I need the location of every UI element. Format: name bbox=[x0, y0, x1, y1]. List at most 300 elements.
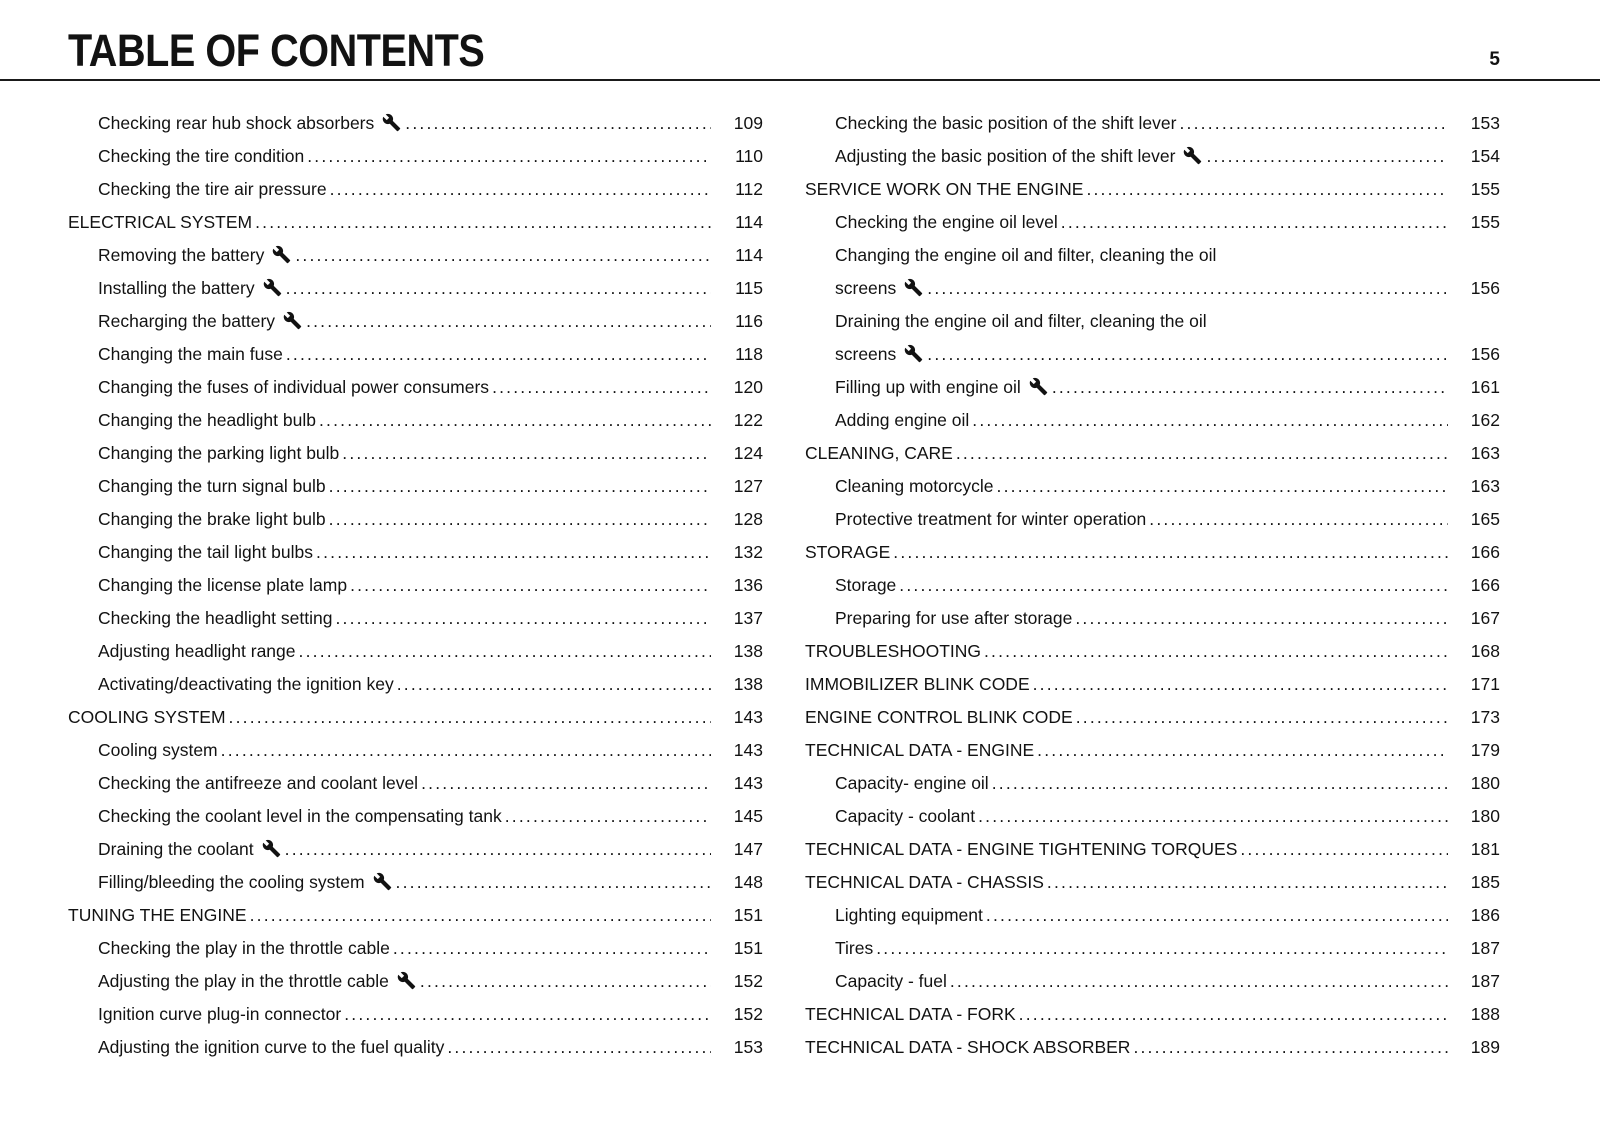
dot-leader bbox=[992, 767, 1448, 800]
toc-entry bbox=[805, 140, 1500, 173]
toc-entry-page: 180 bbox=[1470, 773, 1500, 793]
toc-entry-label-text: Changing the headlight bulb bbox=[98, 410, 316, 430]
dot-leader bbox=[299, 635, 711, 668]
toc-entry-label bbox=[98, 932, 390, 965]
toc-entry bbox=[68, 800, 763, 833]
toc-entry bbox=[68, 767, 763, 800]
toc-entry-page: 127 bbox=[733, 476, 763, 496]
toc-entry bbox=[805, 536, 1500, 569]
toc-entry bbox=[805, 635, 1500, 668]
toc-entry-page: 112 bbox=[735, 179, 763, 199]
toc-entry-page: 155 bbox=[1470, 179, 1500, 199]
toc-entry-page: 181 bbox=[1470, 839, 1500, 859]
dot-leader bbox=[1086, 173, 1448, 206]
dot-leader bbox=[1052, 371, 1448, 404]
dot-leader bbox=[1047, 866, 1448, 899]
toc-entry-page: 132 bbox=[733, 542, 763, 562]
toc-entry-label-text: Capacity - fuel bbox=[835, 971, 947, 991]
toc-entry bbox=[805, 173, 1500, 206]
toc-entry-page: 138 bbox=[733, 641, 763, 661]
toc-entry-label bbox=[835, 503, 1146, 536]
toc-entry-label-text: Filling/bleeding the cooling system bbox=[98, 872, 365, 892]
toc-entry bbox=[68, 140, 763, 173]
dot-leader bbox=[286, 338, 711, 371]
toc-column-left bbox=[68, 107, 763, 1064]
toc-entry-label bbox=[98, 404, 316, 437]
dot-leader bbox=[255, 206, 711, 239]
toc-entry bbox=[805, 206, 1500, 239]
toc-entry-label bbox=[835, 206, 1058, 239]
toc-entry-page: 166 bbox=[1470, 542, 1500, 562]
toc-entry-page: 156 bbox=[1470, 278, 1500, 298]
toc-entry-wrap-line: Draining the engine oil and filter, cleaning the oil bbox=[835, 311, 1207, 331]
dot-leader bbox=[295, 239, 711, 272]
dot-leader bbox=[307, 140, 711, 173]
toc-entry bbox=[805, 569, 1500, 602]
toc-entry bbox=[68, 338, 763, 371]
toc-entry-label bbox=[805, 701, 1073, 734]
toc-entry-label-text: Checking rear hub shock absorbers bbox=[98, 113, 375, 133]
toc-entry-page: 153 bbox=[733, 1037, 763, 1057]
toc-entry-label-text: Checking the coolant level in the compensating tank bbox=[98, 806, 502, 826]
toc-entry-label bbox=[835, 404, 969, 437]
toc-entry bbox=[68, 668, 763, 701]
toc-entry-label-text: TECHNICAL DATA - SHOCK ABSORBER bbox=[805, 1037, 1131, 1057]
toc-entry-label bbox=[805, 668, 1030, 701]
toc-entry-page: 143 bbox=[733, 740, 763, 760]
toc-entry-label-text: IMMOBILIZER BLINK CODE bbox=[805, 674, 1030, 694]
toc-entry bbox=[805, 107, 1500, 140]
toc-entry-label-text: Adjusting the ignition curve to the fuel quality bbox=[98, 1037, 445, 1057]
dot-leader bbox=[899, 569, 1448, 602]
toc-entry-page: 137 bbox=[733, 608, 763, 628]
wrench-icon bbox=[1183, 146, 1202, 165]
toc-entry-page: 165 bbox=[1470, 509, 1500, 529]
page-header bbox=[0, 0, 1600, 81]
toc-entry-label bbox=[805, 866, 1044, 899]
toc-entry-label bbox=[835, 602, 1072, 635]
dot-leader bbox=[1061, 206, 1448, 239]
toc-entry bbox=[805, 998, 1500, 1031]
dot-leader bbox=[1179, 107, 1448, 140]
toc-entry-label bbox=[98, 569, 347, 602]
toc-entry bbox=[805, 371, 1500, 404]
toc-entry-page: 143 bbox=[733, 773, 763, 793]
toc-entry-label-text: Preparing for use after storage bbox=[835, 608, 1073, 628]
toc-entry-page: 187 bbox=[1470, 971, 1500, 991]
dot-leader bbox=[221, 734, 711, 767]
dot-leader bbox=[1033, 668, 1448, 701]
dot-leader bbox=[893, 536, 1448, 569]
toc-entry-page: 189 bbox=[1470, 1037, 1500, 1057]
toc-entry bbox=[68, 470, 763, 503]
toc-entry bbox=[68, 404, 763, 437]
toc-entry-page: 128 bbox=[733, 509, 763, 529]
toc-entry-label-text: Changing the fuses of individual power consumers bbox=[98, 377, 490, 397]
dot-leader bbox=[972, 404, 1448, 437]
toc-entry bbox=[68, 734, 763, 767]
dot-leader bbox=[1206, 140, 1448, 173]
toc-entry bbox=[805, 602, 1500, 635]
toc-entry-label bbox=[805, 998, 1016, 1031]
wrench-icon bbox=[382, 113, 401, 132]
toc-entry bbox=[68, 866, 763, 899]
toc-entry bbox=[805, 470, 1500, 503]
toc-entry bbox=[68, 932, 763, 965]
toc-entry-page: 188 bbox=[1470, 1004, 1500, 1024]
toc-entry-label-text: Checking the tire condition bbox=[98, 146, 305, 166]
toc-entry-page: 168 bbox=[1470, 641, 1500, 661]
toc-entry bbox=[805, 701, 1500, 734]
dot-leader bbox=[329, 470, 711, 503]
toc-entry-label bbox=[835, 767, 989, 800]
dot-leader bbox=[986, 899, 1448, 932]
toc-entry-page: 185 bbox=[1470, 872, 1500, 892]
toc-entry-page: 162 bbox=[1470, 410, 1500, 430]
toc-entry bbox=[68, 998, 763, 1031]
toc-entry-page: 152 bbox=[733, 971, 763, 991]
toc-entry-page: 151 bbox=[733, 905, 763, 925]
toc-entry-label-text: Adding engine oil bbox=[835, 410, 970, 430]
toc-entry-label-text: Changing the tail light bulbs bbox=[98, 542, 314, 562]
dot-leader bbox=[1149, 503, 1448, 536]
dot-leader bbox=[447, 1031, 711, 1064]
toc-entry-page: 180 bbox=[1470, 806, 1500, 826]
wrench-icon bbox=[373, 872, 392, 891]
toc-entry-label bbox=[805, 536, 890, 569]
toc-entry bbox=[68, 536, 763, 569]
dot-leader bbox=[330, 173, 711, 206]
toc-entry-label-text: Recharging the battery bbox=[98, 311, 276, 331]
dot-leader bbox=[950, 965, 1448, 998]
toc-entry bbox=[68, 173, 763, 206]
toc-entry bbox=[805, 899, 1500, 932]
wrench-icon bbox=[262, 839, 281, 858]
toc-entry-label bbox=[98, 866, 393, 899]
toc-entry-label bbox=[805, 437, 953, 470]
toc-entry-page: 161 bbox=[1470, 377, 1500, 397]
toc-entry bbox=[805, 668, 1500, 701]
toc-entry-label bbox=[98, 965, 417, 998]
toc-entry-label-text: TROUBLESHOOTING bbox=[805, 641, 981, 661]
toc-entry bbox=[805, 800, 1500, 833]
toc-entry-page: 136 bbox=[733, 575, 763, 595]
toc-entry bbox=[805, 239, 1500, 305]
toc-entry bbox=[805, 965, 1500, 998]
toc-entry-label bbox=[98, 536, 313, 569]
toc-entry-label-text: Changing the parking light bulb bbox=[98, 443, 340, 463]
toc-entry bbox=[805, 305, 1500, 371]
dot-leader bbox=[421, 767, 711, 800]
dot-leader bbox=[1240, 833, 1448, 866]
toc-entry bbox=[805, 866, 1500, 899]
dot-leader bbox=[329, 503, 711, 536]
toc-entry-page: 110 bbox=[735, 146, 763, 166]
toc-entry-label-text: Adjusting headlight range bbox=[98, 641, 296, 661]
toc-entry-label bbox=[835, 899, 983, 932]
toc-entry-label bbox=[98, 668, 394, 701]
toc-entry-page: 118 bbox=[735, 344, 763, 364]
header-rule bbox=[0, 79, 1600, 81]
dot-leader bbox=[319, 404, 711, 437]
toc-entry-label-text: Capacity - coolant bbox=[835, 806, 976, 826]
toc-entry-page: 163 bbox=[1470, 476, 1500, 496]
toc-entry bbox=[68, 437, 763, 470]
toc-entry-label bbox=[835, 140, 1203, 173]
dot-leader bbox=[956, 437, 1448, 470]
toc-entry-label-text: ENGINE CONTROL BLINK CODE bbox=[805, 707, 1073, 727]
toc-entry-label-text: COOLING SYSTEM bbox=[68, 707, 226, 727]
toc-entry-label-text: Checking the basic position of the shift lever bbox=[835, 113, 1177, 133]
toc-entry-page: 152 bbox=[733, 1004, 763, 1024]
page-number: 5 bbox=[1489, 49, 1500, 70]
toc-entry bbox=[805, 734, 1500, 767]
page-title: TABLE OF CONTENTS bbox=[68, 25, 485, 76]
toc-entry-page: 155 bbox=[1470, 212, 1500, 232]
toc-entry-label-text: Protective treatment for winter operation bbox=[835, 509, 1147, 529]
toc-entry-label-text: Storage bbox=[835, 575, 897, 595]
dot-leader bbox=[492, 371, 711, 404]
toc-entry-page: 138 bbox=[733, 674, 763, 694]
dot-leader bbox=[286, 272, 711, 305]
toc-entry bbox=[68, 272, 763, 305]
dot-leader bbox=[316, 536, 711, 569]
toc-entry-label-text: Removing the battery bbox=[98, 245, 265, 265]
toc-entry-label bbox=[98, 371, 489, 404]
toc-entry-page: 156 bbox=[1470, 344, 1500, 364]
toc-entry-label-text: CLEANING, CARE bbox=[805, 443, 953, 463]
toc-entry-page: 114 bbox=[735, 212, 763, 232]
toc-entry-label-text: Changing the brake light bulb bbox=[98, 509, 326, 529]
dot-leader bbox=[229, 701, 711, 734]
toc-entry-page: 120 bbox=[733, 377, 763, 397]
toc-entry bbox=[68, 305, 763, 338]
toc-entry-page: 186 bbox=[1470, 905, 1500, 925]
dot-leader bbox=[997, 470, 1448, 503]
toc-entry-page: 115 bbox=[735, 278, 763, 298]
dot-leader bbox=[927, 338, 1448, 371]
toc-entry-label-text: Checking the tire air pressure bbox=[98, 179, 327, 199]
toc-entry bbox=[68, 701, 763, 734]
toc-entry-label bbox=[98, 338, 283, 371]
toc-entry-page: 187 bbox=[1470, 938, 1500, 958]
toc-entry-label bbox=[98, 767, 418, 800]
toc-entry-label-text: Tires bbox=[835, 938, 874, 958]
toc-entry-label bbox=[835, 470, 994, 503]
toc-entry-label-text: TECHNICAL DATA - FORK bbox=[805, 1004, 1016, 1024]
toc-entry-label bbox=[805, 1031, 1130, 1064]
wrench-icon bbox=[397, 971, 416, 990]
toc-entry-label-text: Filling up with engine oil bbox=[835, 377, 1021, 397]
dot-leader bbox=[405, 107, 711, 140]
wrench-icon bbox=[904, 344, 923, 363]
toc-entry-label bbox=[805, 173, 1083, 206]
toc-entry-label bbox=[98, 173, 327, 206]
toc-entry-label bbox=[835, 272, 924, 305]
toc-entry-label-text: TUNING THE ENGINE bbox=[68, 905, 247, 925]
toc-entry bbox=[68, 602, 763, 635]
wrench-icon bbox=[283, 311, 302, 330]
toc-entry-label-text: screens bbox=[835, 344, 897, 364]
toc-entry-wrap-line: Changing the engine oil and filter, cleaning the oil bbox=[835, 245, 1217, 265]
toc-column-right bbox=[805, 107, 1500, 1064]
toc-entry bbox=[68, 635, 763, 668]
toc-entry bbox=[805, 503, 1500, 536]
dot-leader bbox=[335, 602, 711, 635]
toc-entry-label bbox=[835, 371, 1049, 404]
dot-leader bbox=[285, 833, 711, 866]
toc-entry bbox=[68, 503, 763, 536]
toc-entry-page: 154 bbox=[1470, 146, 1500, 166]
dot-leader bbox=[306, 305, 711, 338]
dot-leader bbox=[342, 437, 711, 470]
toc-entry-label bbox=[68, 899, 247, 932]
toc-entry-label-text: Cooling system bbox=[98, 740, 218, 760]
dot-leader bbox=[1037, 734, 1448, 767]
dot-leader bbox=[505, 800, 711, 833]
toc-entry-label bbox=[835, 107, 1176, 140]
dot-leader bbox=[350, 569, 711, 602]
toc-entry-label bbox=[98, 140, 304, 173]
toc-entry-label-text: TECHNICAL DATA - ENGINE bbox=[805, 740, 1035, 760]
toc-entry-label-text: ELECTRICAL SYSTEM bbox=[68, 212, 253, 232]
toc-entry-label-text: Checking the engine oil level bbox=[835, 212, 1058, 232]
toc-entry-label bbox=[835, 800, 975, 833]
toc-entry bbox=[805, 437, 1500, 470]
toc-entry-label-text: Checking the headlight setting bbox=[98, 608, 333, 628]
toc-entry-page: 114 bbox=[735, 245, 763, 265]
toc-entry-page: 151 bbox=[733, 938, 763, 958]
toc-entry-label-text: TECHNICAL DATA - CHASSIS bbox=[805, 872, 1044, 892]
toc-entry-label bbox=[98, 635, 296, 668]
toc-entry-page: 167 bbox=[1470, 608, 1500, 628]
dot-leader bbox=[984, 635, 1448, 668]
dot-leader bbox=[1019, 998, 1448, 1031]
toc-entry-page: 122 bbox=[733, 410, 763, 430]
toc-entry-label bbox=[98, 437, 339, 470]
toc-entry bbox=[68, 239, 763, 272]
dot-leader bbox=[397, 668, 711, 701]
toc-entry-label bbox=[98, 1031, 444, 1064]
toc-entry bbox=[805, 932, 1500, 965]
toc-entry-label bbox=[98, 470, 326, 503]
toc-entry-page: 179 bbox=[1470, 740, 1500, 760]
toc-entry-page: 124 bbox=[733, 443, 763, 463]
toc-entry-page: 147 bbox=[733, 839, 763, 859]
toc-entry-label-text: Changing the turn signal bulb bbox=[98, 476, 326, 496]
toc-entry-label-text: Checking the play in the throttle cable bbox=[98, 938, 390, 958]
dot-leader bbox=[393, 932, 711, 965]
toc-entry-page: 143 bbox=[733, 707, 763, 727]
toc-entry-label-text: Checking the antifreeze and coolant level bbox=[98, 773, 419, 793]
dot-leader bbox=[978, 800, 1448, 833]
toc-entry-label bbox=[835, 965, 947, 998]
toc-entry-label bbox=[98, 602, 332, 635]
toc-entry-label bbox=[98, 833, 282, 866]
toc-entry-label-text: Adjusting the play in the throttle cable bbox=[98, 971, 389, 991]
toc-entry bbox=[68, 569, 763, 602]
toc-entry-label-text: Changing the main fuse bbox=[98, 344, 283, 364]
toc-entry bbox=[805, 767, 1500, 800]
toc-entry-label-text: STORAGE bbox=[805, 542, 891, 562]
wrench-icon bbox=[1029, 377, 1048, 396]
toc-entry-label bbox=[98, 503, 326, 536]
toc-entry-page: 163 bbox=[1470, 443, 1500, 463]
toc-entry-label bbox=[98, 305, 303, 338]
toc-entry-label bbox=[835, 569, 896, 602]
toc-entry-page: 153 bbox=[1470, 113, 1500, 133]
toc-entry-label-text: SERVICE WORK ON THE ENGINE bbox=[805, 179, 1084, 199]
dot-leader bbox=[1133, 1031, 1448, 1064]
toc-entry-page: 116 bbox=[735, 311, 763, 331]
dot-leader bbox=[396, 866, 711, 899]
wrench-icon bbox=[263, 278, 282, 297]
dot-leader bbox=[1076, 701, 1448, 734]
toc-entry bbox=[68, 833, 763, 866]
toc-entry-label-text: Ignition curve plug-in connector bbox=[98, 1004, 342, 1024]
toc-columns bbox=[0, 81, 1600, 1064]
toc-entry-label-text: Cleaning motorcycle bbox=[835, 476, 994, 496]
toc-entry-label bbox=[98, 734, 218, 767]
toc-entry bbox=[68, 107, 763, 140]
toc-entry-label bbox=[98, 800, 502, 833]
toc-entry-label-text: Installing the battery bbox=[98, 278, 255, 298]
toc-entry-label-text: Capacity- engine oil bbox=[835, 773, 989, 793]
toc-entry bbox=[68, 206, 763, 239]
toc-entry-label bbox=[98, 107, 402, 140]
toc-entry-label bbox=[805, 734, 1034, 767]
toc-entry-label-text: Activating/deactivating the ignition key bbox=[98, 674, 394, 694]
toc-entry bbox=[68, 965, 763, 998]
toc-entry bbox=[805, 833, 1500, 866]
dot-leader bbox=[876, 932, 1448, 965]
toc-entry-page: 166 bbox=[1470, 575, 1500, 595]
toc-entry-label bbox=[835, 932, 873, 965]
wrench-icon bbox=[272, 245, 291, 264]
toc-entry-label bbox=[98, 239, 292, 272]
toc-entry bbox=[68, 371, 763, 404]
dot-leader bbox=[1075, 602, 1448, 635]
toc-entry-label bbox=[98, 272, 283, 305]
toc-entry-label-text: Changing the license plate lamp bbox=[98, 575, 348, 595]
toc-entry-label-text: TECHNICAL DATA - ENGINE TIGHTENING TORQUES bbox=[805, 839, 1238, 859]
toc-entry-label-text: Lighting equipment bbox=[835, 905, 983, 925]
toc-entry-page: 145 bbox=[733, 806, 763, 826]
toc-entry-label-text: Draining the coolant bbox=[98, 839, 254, 859]
toc-entry bbox=[68, 1031, 763, 1064]
toc-entry-label-text: Adjusting the basic position of the shift lever bbox=[835, 146, 1176, 166]
toc-entry-page: 173 bbox=[1470, 707, 1500, 727]
dot-leader bbox=[420, 965, 711, 998]
toc-entry-label bbox=[68, 701, 226, 734]
toc-entry bbox=[68, 899, 763, 932]
dot-leader bbox=[927, 272, 1448, 305]
toc-entry bbox=[805, 404, 1500, 437]
toc-entry bbox=[805, 1031, 1500, 1064]
toc-entry-label bbox=[68, 206, 252, 239]
dot-leader bbox=[250, 899, 711, 932]
wrench-icon bbox=[904, 278, 923, 297]
toc-entry-page: 171 bbox=[1470, 674, 1500, 694]
toc-entry-label bbox=[835, 338, 924, 371]
toc-entry-label bbox=[805, 635, 981, 668]
toc-entry-label-text: screens bbox=[835, 278, 897, 298]
dot-leader bbox=[344, 998, 711, 1031]
toc-entry-label bbox=[98, 998, 341, 1031]
toc-entry-label bbox=[805, 833, 1237, 866]
toc-entry-page: 109 bbox=[733, 113, 763, 133]
toc-entry-page: 148 bbox=[733, 872, 763, 892]
